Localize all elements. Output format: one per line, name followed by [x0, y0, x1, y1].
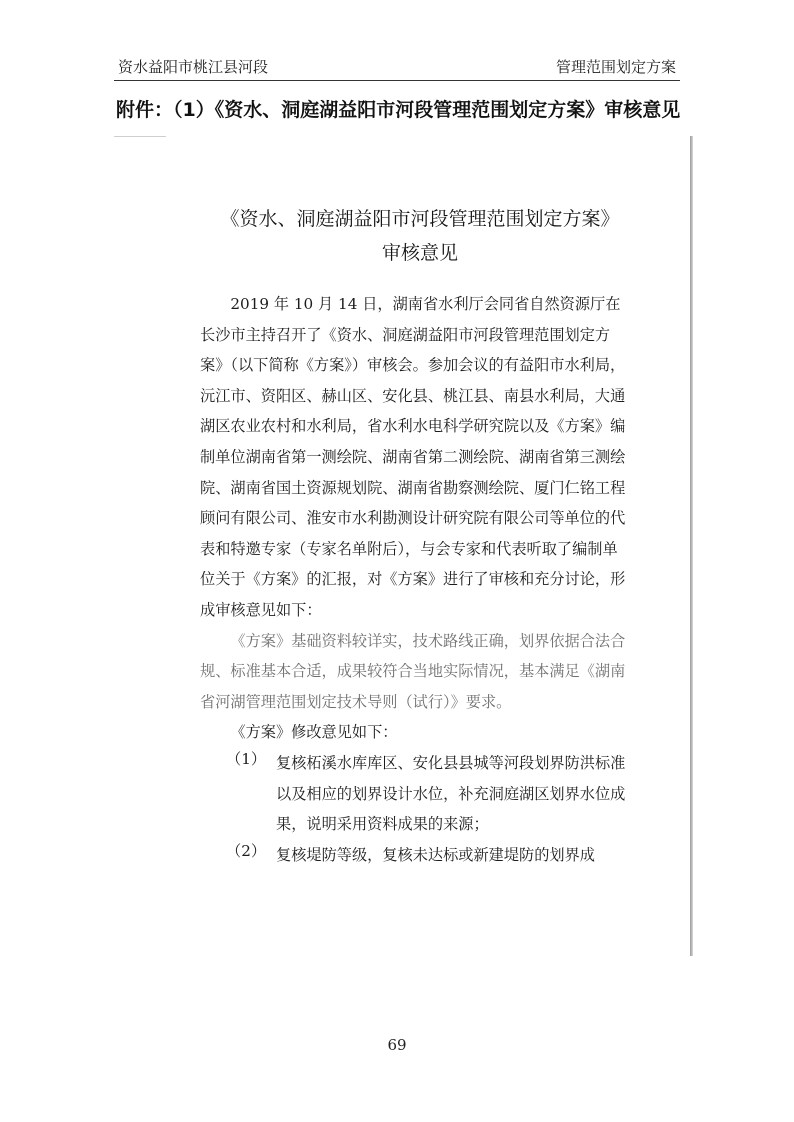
- header-divider: [114, 80, 680, 81]
- page-number: 69: [387, 1036, 407, 1054]
- revision-item-2: [200, 840, 630, 871]
- paragraph-revision-intro: 《方案》修改意见如下：: [230, 723, 398, 742]
- revision-item-text: 复核柘溪水库库区、安化县县城等河段划界防洪标准以及相应的划界设计水位，补充洞庭湖区划界水位成果，说明采用资料成果的来源；: [276, 753, 626, 834]
- revision-item-text: 复核堤防等级，复核未达标或新建堤防的划界成: [276, 845, 595, 864]
- revision-item-number: （2）: [226, 841, 267, 860]
- revision-item-number: （1）: [226, 749, 267, 768]
- short-divider: [114, 136, 166, 137]
- paragraph-assessment: 《方案》基础资料较详实，技术路线正确，划界依据合法合规、标准基本合适，成果较符合当地实际情况，基本满足《湖南省河湖管理范围划定技术导则（试行）》要求。: [200, 631, 626, 711]
- header-left-title: 资水益阳市桃江县河段: [118, 58, 269, 76]
- document-title-line1: 《资水、洞庭湖益阳市河段管理范围划定方案》: [220, 208, 620, 230]
- scan-page-edge: [690, 136, 693, 956]
- paragraph-meeting: 2019 年 10 月 14 日，湖南省水利厅会同省自然资源厅在长沙市主持召开了《资水、洞庭湖益阳市河段管理范围划定方案》（以下简称《方案》）审核会。参加会议的有益阳市水利局，沅江市、资阳区、赫山区、安化县、桃江县、南县水利局，大通湖区农业农村和水利局，省水利水电科学研究院以及《方案》编制单位湖南省第一测绘院、湖南省第二测绘院、湖南省第三测绘院、湖南省国土资源规划院、湖南省勘察测绘院、厦门仁铭工程顾问有限公司、淮安市水利勘测设计研究院有限公司等单位的代表和特邀专家（专家名单附后），与会专家和代表听取了编制单位关于《方案》的汇报，对《方案》进行了审核和充分讨论，形成审核意见如下：: [200, 295, 626, 619]
- revision-item-1: [200, 748, 630, 840]
- header-right-title: 管理范围划定方案: [555, 58, 676, 76]
- document-body: [200, 289, 630, 870]
- document-title-line2: 审核意见: [381, 242, 458, 264]
- attachment-title: 附件：（1）《资水、洞庭湖益阳市河段管理范围划定方案》审核意见: [116, 99, 681, 121]
